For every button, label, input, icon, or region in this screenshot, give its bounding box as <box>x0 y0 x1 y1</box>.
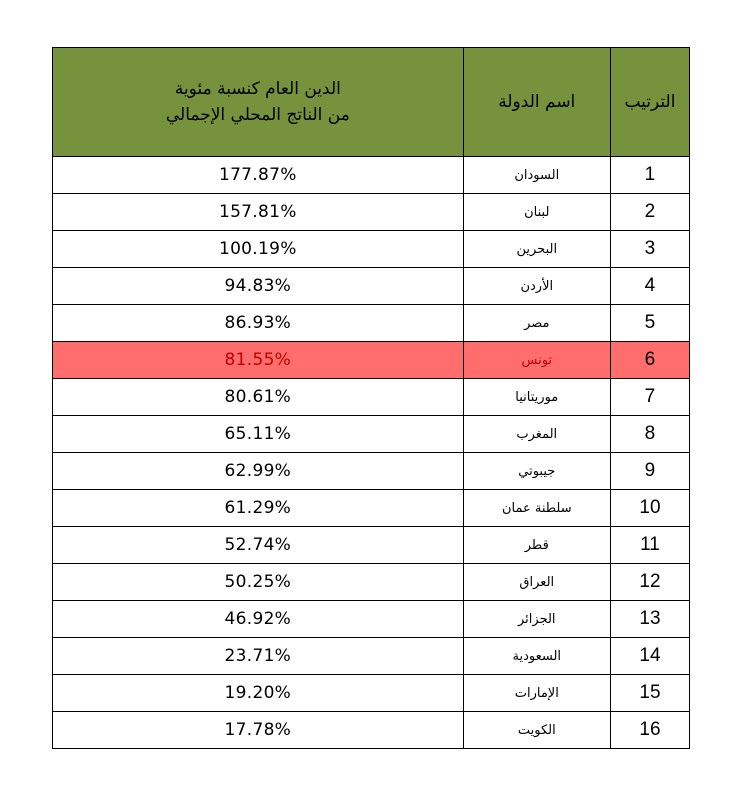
table-row <box>53 601 690 638</box>
debt-percentage-cell: 86.93% <box>53 305 464 342</box>
debt-percentage-cell: 62.99% <box>53 453 464 490</box>
debt-percentage-cell: 23.71% <box>53 638 464 675</box>
country-cell: السعودية <box>463 638 610 675</box>
debt-percentage-cell: 80.61% <box>53 379 464 416</box>
table-row <box>53 453 690 490</box>
rank-cell: 3 <box>610 231 689 268</box>
country-cell: جيبوتي <box>463 453 610 490</box>
country-cell: البحرين <box>463 231 610 268</box>
rank-cell: 2 <box>610 194 689 231</box>
rank-cell: 9 <box>610 453 689 490</box>
country-cell: تونس <box>463 342 610 379</box>
country-cell: المغرب <box>463 416 610 453</box>
country-cell: موريتانيا <box>463 379 610 416</box>
debt-percentage-cell: 94.83% <box>53 268 464 305</box>
debt-percentage-cell: 17.78% <box>53 712 464 749</box>
debt-percentage-cell: 52.74% <box>53 527 464 564</box>
table-row <box>53 268 690 305</box>
rank-cell: 13 <box>610 601 689 638</box>
table-row <box>53 490 690 527</box>
country-header-label: اسم الدولة <box>498 92 576 112</box>
table-row <box>53 305 690 342</box>
country-cell: مصر <box>463 305 610 342</box>
table-row <box>53 416 690 453</box>
rank-cell: 4 <box>610 268 689 305</box>
debt-percentage-cell: 50.25% <box>53 564 464 601</box>
debt-percentage-cell: 100.19% <box>53 231 464 268</box>
rank-cell: 12 <box>610 564 689 601</box>
rank-cell: 8 <box>610 416 689 453</box>
debt-header-line2: من الناتج المحلي الإجمالي <box>165 105 350 125</box>
debt-percentage-cell: 157.81% <box>53 194 464 231</box>
public-debt-table <box>52 47 690 749</box>
table-header-row <box>53 48 690 157</box>
table-row <box>53 527 690 564</box>
country-cell: سلطنة عمان <box>463 490 610 527</box>
table-row <box>53 342 690 379</box>
table-row <box>53 564 690 601</box>
table-row <box>53 638 690 675</box>
debt-percentage-cell: 19.20% <box>53 675 464 712</box>
debt-percentage-cell: 65.11% <box>53 416 464 453</box>
country-column-header <box>463 48 610 157</box>
debt-column-header <box>53 48 464 157</box>
country-cell: الكويت <box>463 712 610 749</box>
rank-cell: 5 <box>610 305 689 342</box>
debt-header-line1: الدين العام كنسبة مئوية <box>174 79 341 99</box>
rank-cell: 1 <box>610 157 689 194</box>
table-body <box>53 157 690 749</box>
country-cell: العراق <box>463 564 610 601</box>
country-cell: قطر <box>463 527 610 564</box>
rank-cell: 16 <box>610 712 689 749</box>
debt-percentage-cell: 81.55% <box>53 342 464 379</box>
table-row <box>53 231 690 268</box>
rank-cell: 10 <box>610 490 689 527</box>
rank-cell: 7 <box>610 379 689 416</box>
rank-cell: 11 <box>610 527 689 564</box>
rank-cell: 14 <box>610 638 689 675</box>
table-row <box>53 379 690 416</box>
debt-percentage-cell: 46.92% <box>53 601 464 638</box>
table-row <box>53 712 690 749</box>
country-cell: لبنان <box>463 194 610 231</box>
country-cell: الإمارات <box>463 675 610 712</box>
rank-cell: 15 <box>610 675 689 712</box>
table-row <box>53 675 690 712</box>
rank-header-label: الترتيب <box>624 92 676 112</box>
rank-cell: 6 <box>610 342 689 379</box>
rank-column-header <box>610 48 689 157</box>
country-cell: الأردن <box>463 268 610 305</box>
country-cell: السودان <box>463 157 610 194</box>
table-row <box>53 157 690 194</box>
country-cell: الجزائر <box>463 601 610 638</box>
debt-percentage-cell: 177.87% <box>53 157 464 194</box>
debt-percentage-cell: 61.29% <box>53 490 464 527</box>
table-row <box>53 194 690 231</box>
